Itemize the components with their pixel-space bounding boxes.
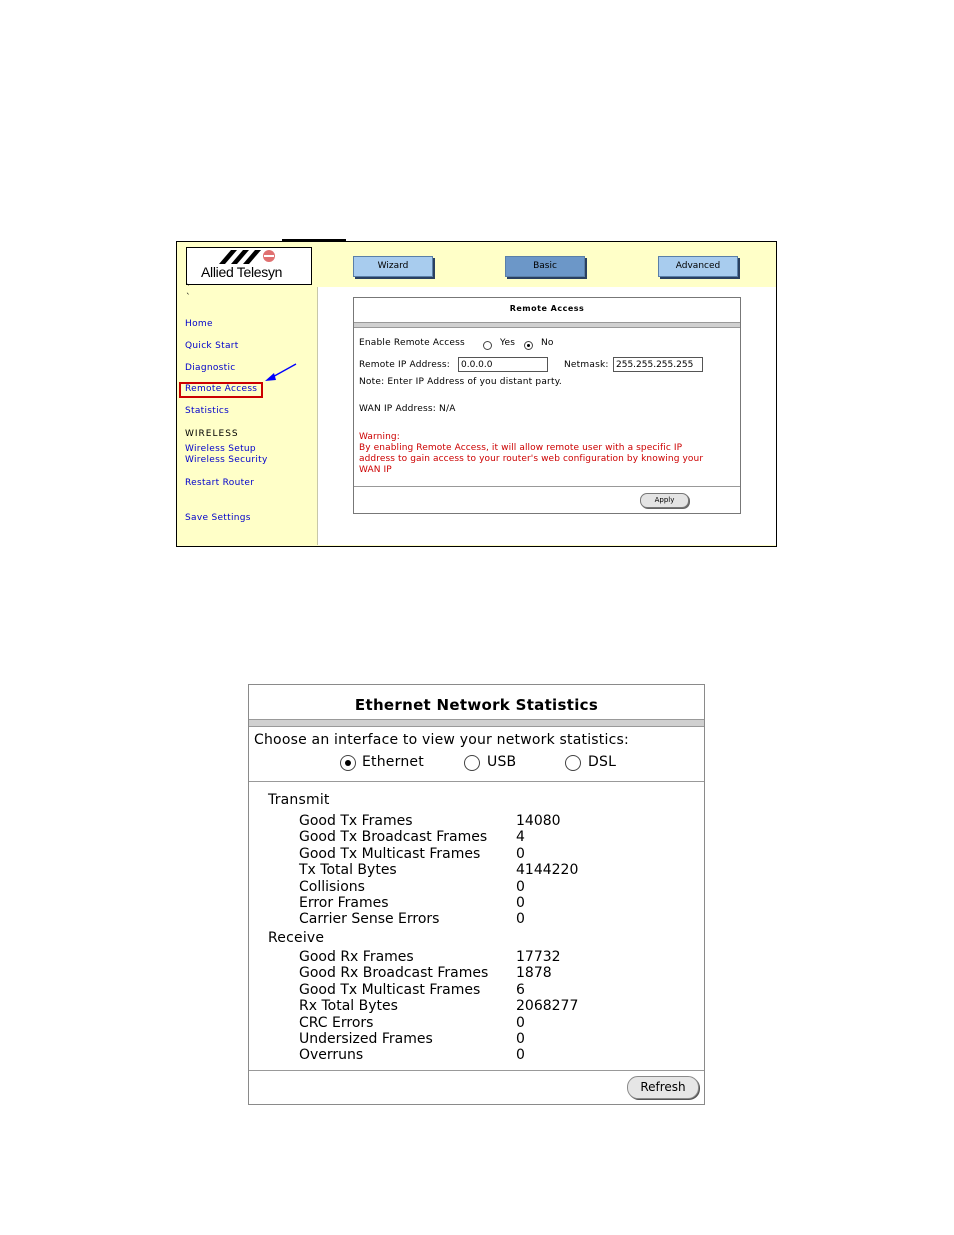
advanced-button[interactable]: Advanced (658, 256, 738, 277)
warning-line: address to gain access to your router's web configuration by knowing your (359, 454, 704, 464)
router-window (176, 241, 777, 547)
warning-title: Warning: (359, 432, 400, 442)
nav-diagnostic[interactable]: Diagnostic (185, 363, 236, 373)
warning-line: By enabling Remote Access, it will allow remote user with a specific IP (359, 443, 683, 453)
stat-value: 0 (516, 1047, 525, 1064)
nav-remote-access[interactable]: Remote Access (185, 384, 258, 394)
panel-title: Remote Access (509, 304, 585, 313)
nav-save-settings[interactable]: Save Settings (185, 513, 251, 523)
tick-mark: ` (186, 293, 191, 303)
radio-yes[interactable] (483, 341, 492, 350)
logo (186, 247, 312, 285)
stat-label: CRC Errors (299, 1014, 374, 1031)
remote-ip-label: Remote IP Address: (359, 360, 451, 370)
stat-label: Good Tx Multicast Frames (299, 981, 481, 998)
enable-remote-access-label: Enable Remote Access (359, 338, 465, 348)
nav-quick-start[interactable]: Quick Start (185, 341, 239, 351)
choose-interface-text: Choose an interface to view your network statistics: (254, 732, 629, 748)
allied-telesyn-logo-icon (217, 250, 283, 264)
stat-value: 0 (516, 894, 525, 911)
nav-wireless-setup[interactable]: Wireless Setup (185, 444, 256, 454)
section-divider (249, 781, 704, 782)
warning-line: WAN IP (359, 465, 392, 475)
footer-divider (354, 486, 740, 487)
stat-value: 4 (516, 829, 525, 846)
remote-access-panel (353, 297, 741, 514)
ethernet-stats-panel (248, 684, 705, 1105)
radio-no[interactable] (524, 341, 533, 350)
transmit-heading: Transmit (268, 792, 330, 808)
stat-label: Collisions (299, 878, 365, 895)
stat-label: Carrier Sense Errors (299, 911, 440, 928)
stat-value: 2068277 (516, 998, 579, 1015)
apply-button[interactable]: Apply (640, 493, 689, 508)
stats-title: Ethernet Network Statistics (354, 696, 599, 714)
stat-value: 4144220 (516, 862, 579, 879)
nav-statistics[interactable]: Statistics (185, 406, 230, 416)
stat-label: Good Rx Frames (299, 949, 414, 965)
radio-no-label: No (541, 338, 554, 348)
footer-divider (249, 1070, 704, 1071)
stat-label: Rx Total Bytes (299, 998, 398, 1015)
stat-value: 0 (516, 845, 525, 862)
tick-mark: ` (186, 284, 191, 294)
radio-usb[interactable] (464, 755, 480, 771)
stat-value: 0 (516, 878, 525, 895)
stat-label: Overruns (299, 1047, 364, 1064)
radio-dsl-label: DSL (588, 754, 617, 770)
wan-ip-text: WAN IP Address: N/A (359, 404, 456, 414)
refresh-button[interactable]: Refresh (627, 1076, 699, 1099)
content-area (317, 287, 776, 545)
netmask-label: Netmask: (564, 360, 609, 370)
basic-button[interactable]: Basic (505, 256, 585, 277)
stat-value: 6 (516, 981, 525, 998)
stat-label: Tx Total Bytes (299, 862, 397, 879)
receive-heading: Receive (268, 930, 325, 946)
stat-value: 0 (516, 1030, 525, 1047)
nav-restart-router[interactable]: Restart Router (185, 478, 255, 488)
nav-home[interactable]: Home (185, 319, 213, 329)
nav-wireless-heading: WIRELESS (185, 429, 239, 439)
stat-value: 17732 (516, 949, 561, 965)
stat-value: 0 (516, 911, 525, 928)
note-text: Note: Enter IP Address of you distant party. (359, 377, 562, 387)
stat-label: Undersized Frames (299, 1030, 433, 1047)
logo-text: Allied Telesyn (201, 264, 283, 280)
stat-value: 1878 (516, 965, 552, 982)
radio-dsl[interactable] (565, 755, 581, 771)
title-separator (249, 719, 704, 727)
stat-value: 14080 (516, 813, 561, 829)
nav-wireless-security[interactable]: Wireless Security (185, 455, 268, 465)
radio-ethernet-label: Ethernet (362, 754, 424, 770)
wizard-button[interactable]: Wizard (353, 256, 433, 277)
netmask-input[interactable]: 255.255.255.255 (613, 357, 703, 372)
radio-usb-label: USB (487, 754, 517, 770)
stat-label: Good Rx Broadcast Frames (299, 965, 489, 982)
stat-label: Good Tx Multicast Frames (299, 845, 481, 862)
remote-ip-input[interactable]: 0.0.0.0 (458, 357, 548, 372)
radio-yes-label: Yes (500, 338, 516, 348)
title-separator (354, 322, 740, 328)
pointer-arrow-icon (263, 362, 299, 384)
stat-label: Error Frames (299, 894, 389, 911)
stat-label: Good Tx Broadcast Frames (299, 829, 488, 846)
stat-label: Good Tx Frames (299, 813, 413, 829)
stat-value: 0 (516, 1014, 525, 1031)
radio-ethernet[interactable] (340, 755, 356, 771)
